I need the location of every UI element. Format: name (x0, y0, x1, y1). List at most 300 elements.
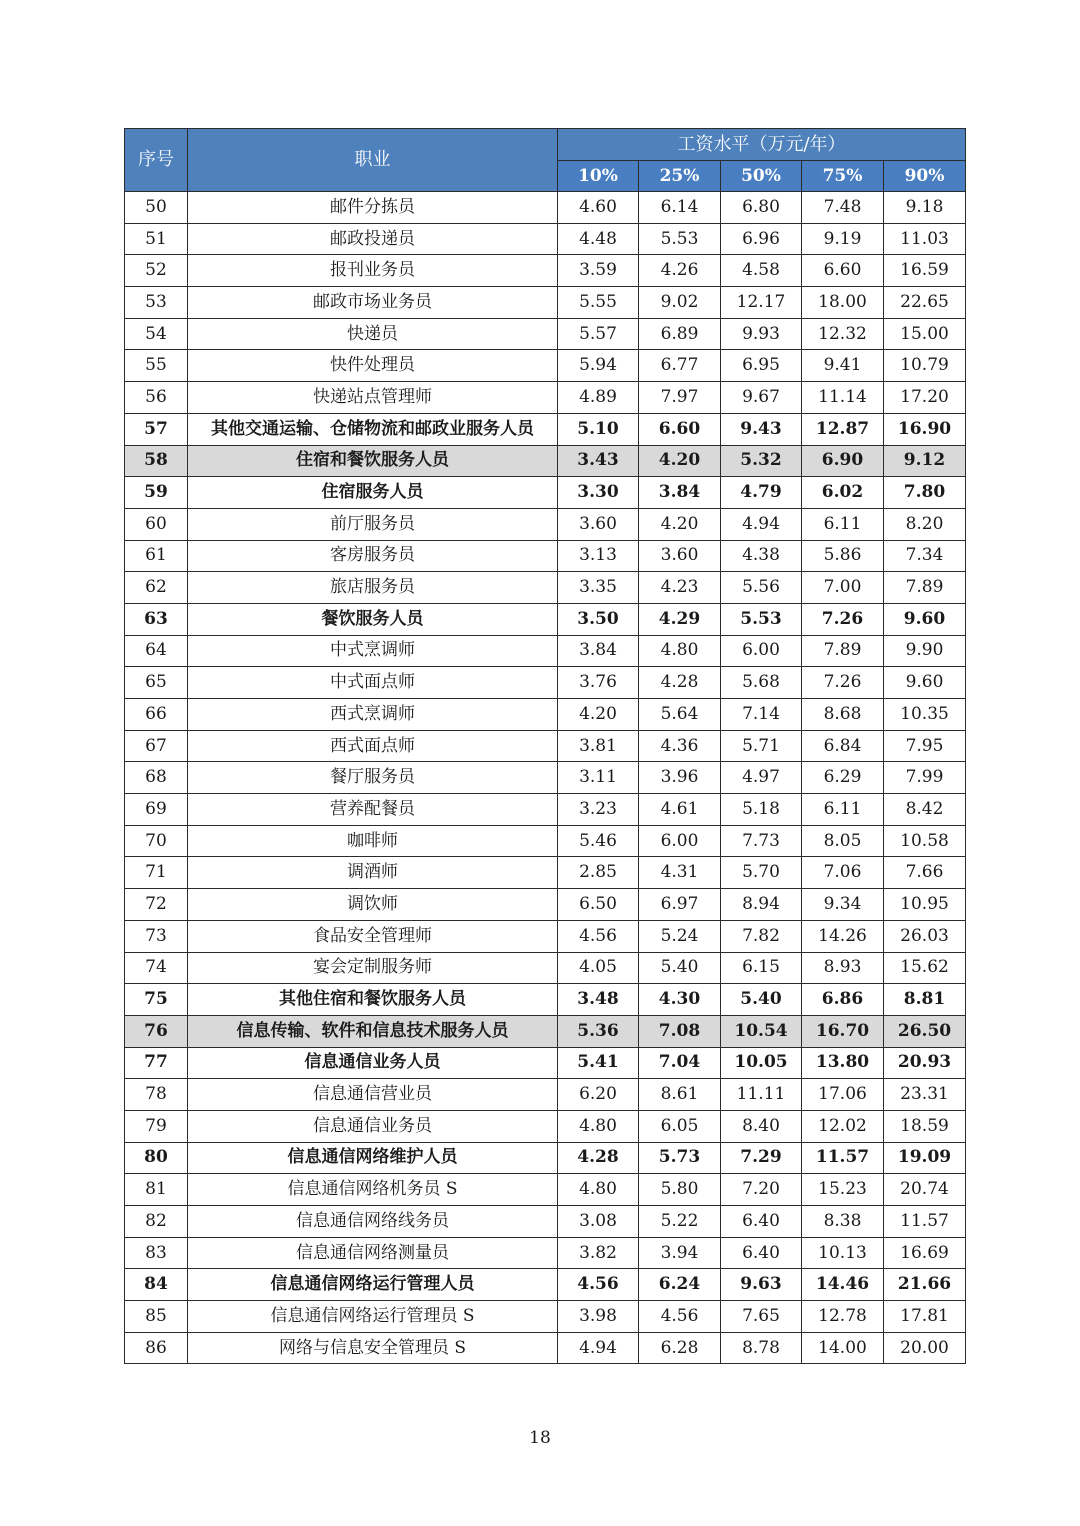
salary-p50: 5.53 (721, 603, 802, 635)
table-row (125, 413, 966, 445)
salary-p25: 4.26 (639, 255, 721, 287)
header-seq: 序号 (125, 129, 188, 192)
salary-p10: 4.20 (558, 699, 639, 731)
salary-p75: 17.06 (802, 1079, 884, 1111)
table-row (125, 635, 966, 667)
salary-p75: 15.23 (802, 1174, 884, 1206)
row-number: 51 (125, 223, 188, 255)
salary-p75: 18.00 (802, 287, 884, 319)
row-number: 63 (125, 603, 188, 635)
salary-p90: 7.95 (884, 730, 966, 762)
salary-p50: 11.11 (721, 1079, 802, 1111)
table-header (125, 129, 966, 192)
salary-p25: 6.89 (639, 318, 721, 350)
salary-p75: 12.02 (802, 1110, 884, 1142)
occupation-name: 餐饮服务人员 (188, 603, 558, 635)
occupation-name: 信息通信业务员 (188, 1110, 558, 1142)
occupation-name: 信息通信网络运行管理人员 (188, 1269, 558, 1301)
salary-p25: 5.80 (639, 1174, 721, 1206)
salary-p10: 3.43 (558, 445, 639, 477)
table-row (125, 540, 966, 572)
table-row (125, 1332, 966, 1364)
salary-p75: 6.11 (802, 794, 884, 826)
occupation-name: 信息通信网络运行管理员 S (188, 1301, 558, 1333)
occupation-name: 营养配餐员 (188, 794, 558, 826)
header-occupation: 职业 (188, 129, 558, 192)
occupation-name: 信息通信网络线务员 (188, 1206, 558, 1238)
salary-p25: 4.20 (639, 508, 721, 540)
salary-p75: 9.41 (802, 350, 884, 382)
row-number: 64 (125, 635, 188, 667)
salary-p10: 3.76 (558, 667, 639, 699)
salary-p10: 3.84 (558, 635, 639, 667)
row-number: 62 (125, 572, 188, 604)
salary-p75: 6.86 (802, 984, 884, 1016)
salary-p90: 16.90 (884, 413, 966, 445)
salary-p90: 7.66 (884, 857, 966, 889)
row-number: 55 (125, 350, 188, 382)
salary-p10: 3.23 (558, 794, 639, 826)
salary-p50: 7.73 (721, 825, 802, 857)
salary-p25: 3.60 (639, 540, 721, 572)
salary-p10: 3.59 (558, 255, 639, 287)
header-p50: 50% (721, 161, 802, 192)
salary-p90: 26.50 (884, 1015, 966, 1047)
salary-p75: 5.86 (802, 540, 884, 572)
table-row (125, 192, 966, 224)
salary-p90: 19.09 (884, 1142, 966, 1174)
table-row (125, 857, 966, 889)
occupation-name: 其他交通运输、仓储物流和邮政业服务人员 (188, 413, 558, 445)
salary-p50: 7.14 (721, 699, 802, 731)
salary-p25: 4.20 (639, 445, 721, 477)
salary-p75: 8.93 (802, 952, 884, 984)
salary-p10: 4.56 (558, 920, 639, 952)
salary-p50: 5.68 (721, 667, 802, 699)
salary-p90: 11.03 (884, 223, 966, 255)
occupation-name: 信息通信网络维护人员 (188, 1142, 558, 1174)
salary-p50: 9.63 (721, 1269, 802, 1301)
table-row (125, 477, 966, 509)
salary-p10: 4.56 (558, 1269, 639, 1301)
salary-p50: 6.80 (721, 192, 802, 224)
occupation-name: 调酒师 (188, 857, 558, 889)
salary-p25: 3.96 (639, 762, 721, 794)
salary-p90: 22.65 (884, 287, 966, 319)
row-number: 60 (125, 508, 188, 540)
occupation-name: 调饮师 (188, 889, 558, 921)
row-number: 72 (125, 889, 188, 921)
salary-p90: 23.31 (884, 1079, 966, 1111)
salary-p75: 6.29 (802, 762, 884, 794)
table-row (125, 667, 966, 699)
salary-p25: 6.14 (639, 192, 721, 224)
salary-p90: 21.66 (884, 1269, 966, 1301)
table-row (125, 794, 966, 826)
row-number: 75 (125, 984, 188, 1016)
row-number: 68 (125, 762, 188, 794)
header-p90: 90% (884, 161, 966, 192)
row-number: 70 (125, 825, 188, 857)
table-row (125, 255, 966, 287)
salary-p25: 4.31 (639, 857, 721, 889)
table-row (125, 572, 966, 604)
salary-p25: 4.30 (639, 984, 721, 1016)
salary-p50: 6.96 (721, 223, 802, 255)
row-number: 56 (125, 382, 188, 414)
salary-p90: 10.58 (884, 825, 966, 857)
salary-p90: 9.18 (884, 192, 966, 224)
salary-p25: 6.77 (639, 350, 721, 382)
salary-p75: 7.48 (802, 192, 884, 224)
salary-p50: 6.15 (721, 952, 802, 984)
salary-p25: 4.28 (639, 667, 721, 699)
salary-p10: 5.94 (558, 350, 639, 382)
salary-p75: 7.26 (802, 603, 884, 635)
salary-p90: 8.81 (884, 984, 966, 1016)
salary-p25: 4.29 (639, 603, 721, 635)
salary-p75: 12.32 (802, 318, 884, 350)
table-row (125, 762, 966, 794)
row-number: 81 (125, 1174, 188, 1206)
salary-p75: 8.38 (802, 1206, 884, 1238)
salary-p50: 5.70 (721, 857, 802, 889)
occupation-name: 其他住宿和餐饮服务人员 (188, 984, 558, 1016)
salary-p75: 7.06 (802, 857, 884, 889)
occupation-name: 咖啡师 (188, 825, 558, 857)
salary-p50: 5.18 (721, 794, 802, 826)
row-number: 74 (125, 952, 188, 984)
salary-p25: 6.24 (639, 1269, 721, 1301)
table-row (125, 1174, 966, 1206)
salary-p10: 3.50 (558, 603, 639, 635)
salary-table (124, 128, 966, 1364)
salary-p75: 11.57 (802, 1142, 884, 1174)
salary-p25: 7.04 (639, 1047, 721, 1079)
row-number: 79 (125, 1110, 188, 1142)
row-number: 77 (125, 1047, 188, 1079)
salary-p90: 9.60 (884, 603, 966, 635)
salary-p50: 8.40 (721, 1110, 802, 1142)
salary-p25: 4.61 (639, 794, 721, 826)
salary-p10: 5.46 (558, 825, 639, 857)
salary-p90: 15.00 (884, 318, 966, 350)
salary-p10: 4.05 (558, 952, 639, 984)
salary-p10: 3.11 (558, 762, 639, 794)
header-p10: 10% (558, 161, 639, 192)
salary-p75: 8.68 (802, 699, 884, 731)
table-row (125, 382, 966, 414)
salary-p50: 7.29 (721, 1142, 802, 1174)
table-row (125, 984, 966, 1016)
table-row (125, 603, 966, 635)
table-body (125, 192, 966, 1364)
salary-p10: 5.36 (558, 1015, 639, 1047)
occupation-name: 餐厅服务员 (188, 762, 558, 794)
salary-p10: 4.28 (558, 1142, 639, 1174)
row-number: 73 (125, 920, 188, 952)
row-number: 71 (125, 857, 188, 889)
table-row (125, 699, 966, 731)
salary-p90: 20.93 (884, 1047, 966, 1079)
salary-p90: 11.57 (884, 1206, 966, 1238)
row-number: 53 (125, 287, 188, 319)
occupation-name: 客房服务员 (188, 540, 558, 572)
row-number: 57 (125, 413, 188, 445)
row-number: 69 (125, 794, 188, 826)
salary-p10: 4.80 (558, 1110, 639, 1142)
salary-p90: 17.81 (884, 1301, 966, 1333)
salary-p50: 5.32 (721, 445, 802, 477)
salary-p50: 5.40 (721, 984, 802, 1016)
row-number: 50 (125, 192, 188, 224)
table-row (125, 1206, 966, 1238)
table-row (125, 1142, 966, 1174)
salary-p90: 10.95 (884, 889, 966, 921)
salary-p10: 3.81 (558, 730, 639, 762)
row-number: 52 (125, 255, 188, 287)
salary-p75: 12.78 (802, 1301, 884, 1333)
salary-p25: 5.53 (639, 223, 721, 255)
salary-p50: 10.54 (721, 1015, 802, 1047)
salary-p25: 4.80 (639, 635, 721, 667)
salary-p75: 16.70 (802, 1015, 884, 1047)
occupation-name: 西式烹调师 (188, 699, 558, 731)
salary-p25: 7.97 (639, 382, 721, 414)
salary-p75: 13.80 (802, 1047, 884, 1079)
row-number: 84 (125, 1269, 188, 1301)
salary-p90: 17.20 (884, 382, 966, 414)
salary-p90: 9.60 (884, 667, 966, 699)
salary-p75: 6.02 (802, 477, 884, 509)
row-number: 54 (125, 318, 188, 350)
occupation-name: 网络与信息安全管理员 S (188, 1332, 558, 1364)
salary-p25: 8.61 (639, 1079, 721, 1111)
occupation-name: 中式面点师 (188, 667, 558, 699)
occupation-name: 前厅服务员 (188, 508, 558, 540)
table-row (125, 223, 966, 255)
salary-p75: 6.60 (802, 255, 884, 287)
occupation-name: 旅店服务员 (188, 572, 558, 604)
table-row (125, 1301, 966, 1333)
salary-p75: 9.34 (802, 889, 884, 921)
salary-p25: 5.40 (639, 952, 721, 984)
row-number: 65 (125, 667, 188, 699)
salary-p50: 6.00 (721, 635, 802, 667)
salary-p50: 8.94 (721, 889, 802, 921)
salary-p90: 18.59 (884, 1110, 966, 1142)
salary-p10: 5.41 (558, 1047, 639, 1079)
table-row (125, 825, 966, 857)
row-number: 66 (125, 699, 188, 731)
table-row (125, 318, 966, 350)
salary-p90: 10.79 (884, 350, 966, 382)
salary-p10: 5.55 (558, 287, 639, 319)
salary-p90: 10.35 (884, 699, 966, 731)
row-number: 78 (125, 1079, 188, 1111)
table-row (125, 1237, 966, 1269)
occupation-name: 信息通信网络机务员 S (188, 1174, 558, 1206)
salary-p10: 6.50 (558, 889, 639, 921)
salary-p75: 9.19 (802, 223, 884, 255)
salary-p50: 9.93 (721, 318, 802, 350)
salary-p10: 4.60 (558, 192, 639, 224)
row-number: 83 (125, 1237, 188, 1269)
salary-p10: 3.82 (558, 1237, 639, 1269)
salary-p75: 10.13 (802, 1237, 884, 1269)
salary-p90: 8.42 (884, 794, 966, 826)
salary-p90: 20.00 (884, 1332, 966, 1364)
salary-p25: 6.00 (639, 825, 721, 857)
header-salary-group: 工资水平（万元/年） (558, 129, 966, 161)
salary-p50: 10.05 (721, 1047, 802, 1079)
salary-p25: 6.60 (639, 413, 721, 445)
table-row (125, 1079, 966, 1111)
salary-p25: 4.56 (639, 1301, 721, 1333)
salary-p50: 4.79 (721, 477, 802, 509)
salary-p25: 6.97 (639, 889, 721, 921)
salary-p50: 7.65 (721, 1301, 802, 1333)
salary-p75: 7.26 (802, 667, 884, 699)
row-number: 67 (125, 730, 188, 762)
salary-p50: 6.40 (721, 1206, 802, 1238)
salary-p10: 3.60 (558, 508, 639, 540)
row-number: 59 (125, 477, 188, 509)
salary-p25: 3.94 (639, 1237, 721, 1269)
salary-p25: 6.05 (639, 1110, 721, 1142)
salary-p75: 6.84 (802, 730, 884, 762)
row-number: 85 (125, 1301, 188, 1333)
table-row (125, 350, 966, 382)
salary-p25: 4.23 (639, 572, 721, 604)
row-number: 61 (125, 540, 188, 572)
table-row (125, 445, 966, 477)
salary-p90: 20.74 (884, 1174, 966, 1206)
row-number: 58 (125, 445, 188, 477)
salary-p75: 6.11 (802, 508, 884, 540)
occupation-name: 邮政市场业务员 (188, 287, 558, 319)
salary-p10: 6.20 (558, 1079, 639, 1111)
occupation-name: 快件处理员 (188, 350, 558, 382)
occupation-name: 快递员 (188, 318, 558, 350)
salary-p50: 8.78 (721, 1332, 802, 1364)
salary-p75: 12.87 (802, 413, 884, 445)
salary-p50: 5.56 (721, 572, 802, 604)
salary-p10: 3.48 (558, 984, 639, 1016)
table-row (125, 920, 966, 952)
salary-p10: 3.30 (558, 477, 639, 509)
occupation-name: 邮政投递员 (188, 223, 558, 255)
table-row (125, 1047, 966, 1079)
salary-p50: 7.20 (721, 1174, 802, 1206)
salary-p25: 5.22 (639, 1206, 721, 1238)
salary-p75: 11.14 (802, 382, 884, 414)
salary-p25: 7.08 (639, 1015, 721, 1047)
page-number: 18 (529, 1428, 551, 1448)
occupation-name: 宴会定制服务师 (188, 952, 558, 984)
salary-p50: 4.94 (721, 508, 802, 540)
salary-p75: 14.26 (802, 920, 884, 952)
salary-p25: 6.28 (639, 1332, 721, 1364)
salary-p90: 9.90 (884, 635, 966, 667)
salary-p25: 4.36 (639, 730, 721, 762)
salary-p75: 7.89 (802, 635, 884, 667)
occupation-name: 住宿和餐饮服务人员 (188, 445, 558, 477)
salary-p10: 3.13 (558, 540, 639, 572)
occupation-name: 信息通信业务人员 (188, 1047, 558, 1079)
occupation-name: 快递站点管理师 (188, 382, 558, 414)
salary-p50: 6.40 (721, 1237, 802, 1269)
header-p75: 75% (802, 161, 884, 192)
salary-p10: 3.08 (558, 1206, 639, 1238)
salary-p50: 9.43 (721, 413, 802, 445)
occupation-name: 西式面点师 (188, 730, 558, 762)
salary-p90: 16.69 (884, 1237, 966, 1269)
table-row (125, 1015, 966, 1047)
salary-p90: 26.03 (884, 920, 966, 952)
salary-p75: 6.90 (802, 445, 884, 477)
salary-p10: 4.94 (558, 1332, 639, 1364)
salary-p75: 14.46 (802, 1269, 884, 1301)
occupation-name: 住宿服务人员 (188, 477, 558, 509)
salary-p90: 7.99 (884, 762, 966, 794)
salary-p10: 3.98 (558, 1301, 639, 1333)
salary-p50: 4.58 (721, 255, 802, 287)
salary-p10: 4.48 (558, 223, 639, 255)
salary-p25: 5.24 (639, 920, 721, 952)
salary-p50: 4.38 (721, 540, 802, 572)
occupation-name: 邮件分拣员 (188, 192, 558, 224)
salary-p90: 15.62 (884, 952, 966, 984)
row-number: 76 (125, 1015, 188, 1047)
salary-p90: 9.12 (884, 445, 966, 477)
occupation-name: 报刊业务员 (188, 255, 558, 287)
table-row (125, 1110, 966, 1142)
salary-p50: 6.95 (721, 350, 802, 382)
salary-p75: 8.05 (802, 825, 884, 857)
salary-p50: 9.67 (721, 382, 802, 414)
salary-p50: 4.97 (721, 762, 802, 794)
salary-p10: 3.35 (558, 572, 639, 604)
table-row (125, 730, 966, 762)
salary-p25: 5.64 (639, 699, 721, 731)
salary-p10: 2.85 (558, 857, 639, 889)
row-number: 86 (125, 1332, 188, 1364)
salary-p75: 7.00 (802, 572, 884, 604)
table-row (125, 508, 966, 540)
salary-p10: 4.80 (558, 1174, 639, 1206)
salary-p10: 5.10 (558, 413, 639, 445)
occupation-name: 食品安全管理师 (188, 920, 558, 952)
salary-p10: 4.89 (558, 382, 639, 414)
table-row (125, 889, 966, 921)
row-number: 82 (125, 1206, 188, 1238)
row-number: 80 (125, 1142, 188, 1174)
salary-p90: 16.59 (884, 255, 966, 287)
occupation-name: 信息通信营业员 (188, 1079, 558, 1111)
salary-p10: 5.57 (558, 318, 639, 350)
header-p25: 25% (639, 161, 721, 192)
salary-p25: 3.84 (639, 477, 721, 509)
table-row (125, 1269, 966, 1301)
salary-p90: 7.80 (884, 477, 966, 509)
salary-p50: 12.17 (721, 287, 802, 319)
table-row (125, 952, 966, 984)
salary-p75: 14.00 (802, 1332, 884, 1364)
occupation-name: 中式烹调师 (188, 635, 558, 667)
salary-p50: 7.82 (721, 920, 802, 952)
salary-p90: 7.89 (884, 572, 966, 604)
